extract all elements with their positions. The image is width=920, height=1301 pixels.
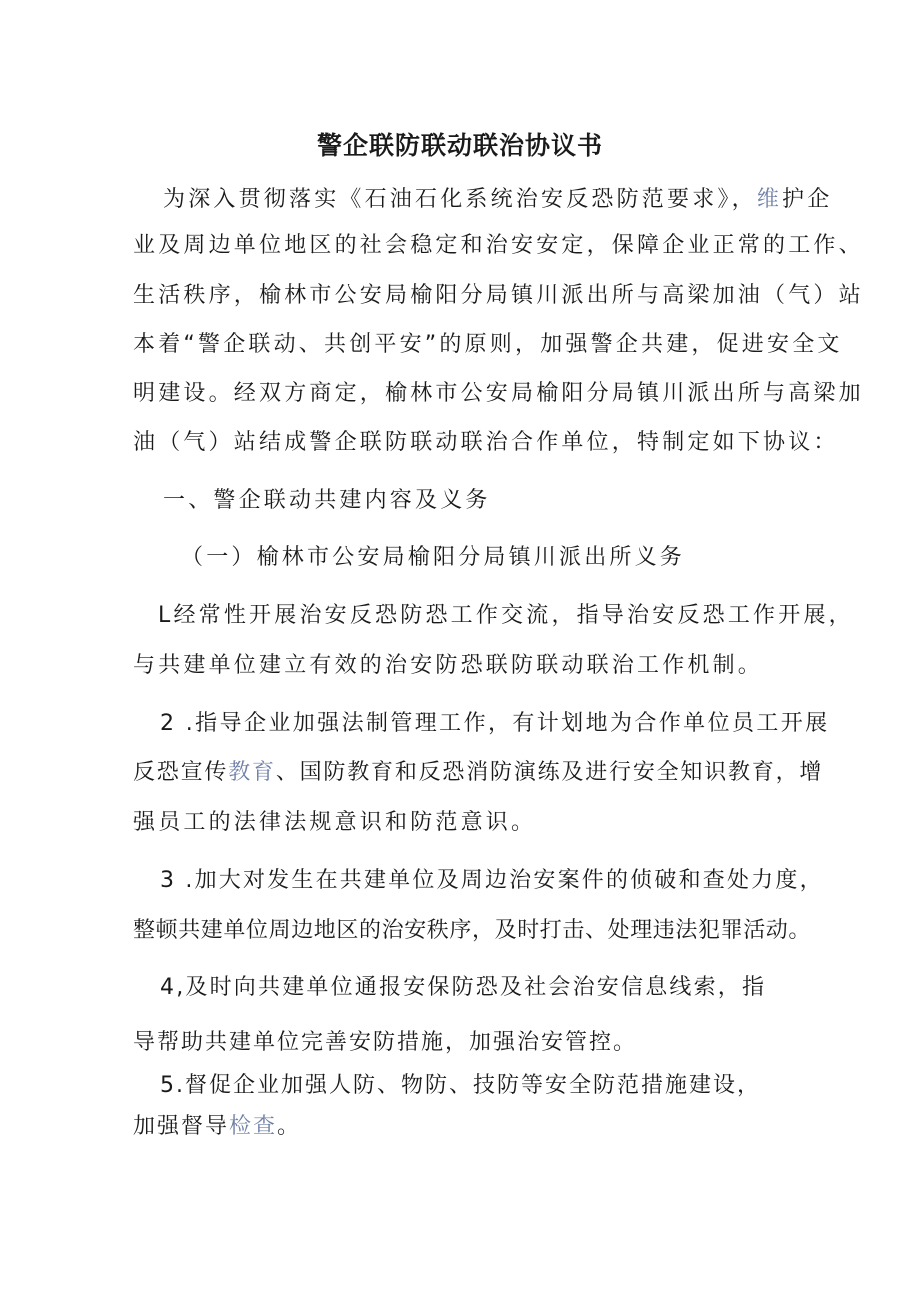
item-5-text: 加强督导 bbox=[133, 1114, 230, 1139]
item-3-line-1: 3 .加大对发生在共建单位及周边治安案件的侦破和查处力度， bbox=[160, 868, 824, 893]
item-4-line-1: 4,及时向共建单位通报安保防恐及社会治安信息线索，指 bbox=[160, 975, 767, 1000]
link-wei[interactable]: 维 bbox=[756, 187, 783, 212]
item-3-line-2: 整顿共建单位周边地区的治安秩序，及时打击、处理违法犯罪活动。 bbox=[133, 918, 812, 943]
item-2-text: 、国防教育和反恐消防演练及进行安全知识教育，增 bbox=[275, 760, 824, 785]
item-1-line-1: L经常性开展治安反恐防恐工作交流，指导治安反恐工作开展， bbox=[158, 603, 854, 628]
item-2-line-3: 强员工的法律法规意识和防范意识。 bbox=[133, 810, 537, 835]
item-5-text: 。 bbox=[277, 1114, 302, 1139]
intro-line-2: 业及周边单位地区的社会稳定和治安安定，保障企业正常的工作、 bbox=[133, 233, 864, 258]
item-5-line-1: 5.督促企业加强人防、物防、技防等安全防范措施建设， bbox=[160, 1073, 761, 1098]
intro-line-6: 油（气）站结成警企联防联动联治合作单位，特制定如下协议： bbox=[133, 430, 839, 455]
intro-text: 为深入贯彻落实《石油石化系统治安反恐防范要求》， bbox=[163, 187, 757, 212]
link-jiaoyu[interactable]: 教育 bbox=[228, 760, 276, 785]
intro-line-3: 生活秩序，榆林市公安局榆阳分局镇川派出所与高梁加油（气）站 bbox=[133, 283, 864, 308]
item-2-line-2 bbox=[133, 758, 823, 788]
intro-line-4: 本着“警企联动、共创平安”的原则，加强警企共建，促进安全文 bbox=[133, 332, 843, 357]
item-2-line-1: 2 .指导企业加强法制管理工作，有计划地为合作单位员工开展 bbox=[160, 711, 830, 736]
item-1-line-2: 与共建单位建立有效的治安防恐联防联动联治工作机制。 bbox=[133, 653, 764, 678]
subsection-heading: （一）榆林市公安局榆阳分局镇川派出所义务 bbox=[181, 545, 686, 570]
intro-text: 护企 bbox=[782, 187, 833, 212]
item-2-text: 反恐宣传 bbox=[133, 760, 229, 785]
section-heading: 一、警企联动共建内容及义务 bbox=[163, 488, 491, 513]
link-jiancha[interactable]: 检查 bbox=[229, 1114, 278, 1139]
document-title: 警企联防联动联治协议书 bbox=[316, 131, 603, 160]
item-4-line-2: 导帮助共建单位完善安防措施，加强治安管控。 bbox=[133, 1030, 638, 1055]
item-5-line-2 bbox=[133, 1112, 301, 1142]
intro-line-5: 明建设。经双方商定，榆林市公安局榆阳分局镇川派出所与高梁加 bbox=[133, 381, 864, 406]
intro-line-1 bbox=[163, 185, 832, 215]
